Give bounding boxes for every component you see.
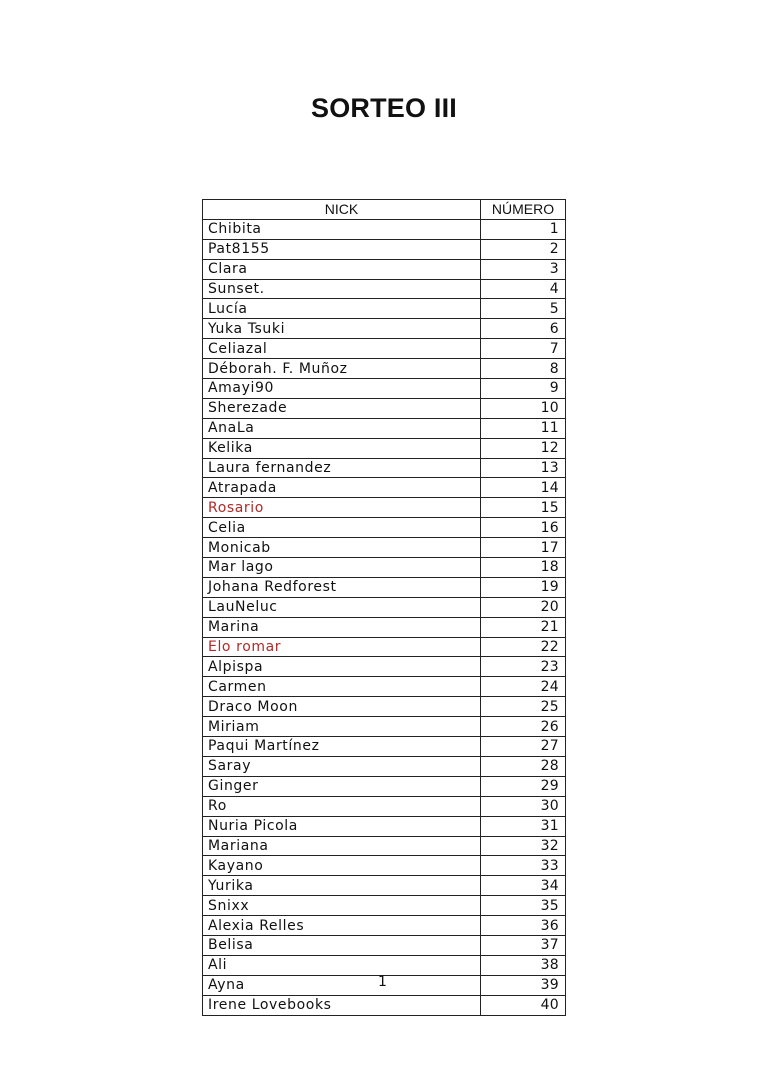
nick-cell: Alpispa xyxy=(203,657,481,677)
number-cell: 4 xyxy=(481,279,566,299)
table-row xyxy=(203,339,566,359)
number-cell: 26 xyxy=(481,717,566,737)
table-row xyxy=(203,617,566,637)
table-row xyxy=(203,458,566,478)
number-cell: 15 xyxy=(481,498,566,518)
table-header-row xyxy=(203,200,566,220)
table-row xyxy=(203,737,566,757)
nick-cell: Rosario xyxy=(203,498,481,518)
number-cell: 30 xyxy=(481,796,566,816)
table-row xyxy=(203,359,566,379)
nick-cell: Ayna xyxy=(203,975,481,995)
nick-cell: Kayano xyxy=(203,856,481,876)
nick-cell: Laura fernandez xyxy=(203,458,481,478)
nick-cell: Sunset. xyxy=(203,279,481,299)
number-cell: 6 xyxy=(481,319,566,339)
nick-cell: Sherezade xyxy=(203,398,481,418)
number-cell: 40 xyxy=(481,995,566,1015)
table-row xyxy=(203,836,566,856)
nick-cell: Draco Moon xyxy=(203,697,481,717)
table-body xyxy=(203,219,566,1015)
nick-cell: Atrapada xyxy=(203,478,481,498)
nick-cell: LauNeluc xyxy=(203,597,481,617)
table-row xyxy=(203,776,566,796)
nick-cell: Ginger xyxy=(203,776,481,796)
table-row xyxy=(203,518,566,538)
number-cell: 13 xyxy=(481,458,566,478)
number-cell: 12 xyxy=(481,438,566,458)
number-cell: 34 xyxy=(481,876,566,896)
table-row xyxy=(203,796,566,816)
raffle-table xyxy=(202,199,566,1016)
nick-cell: Celia xyxy=(203,518,481,538)
table-row xyxy=(203,239,566,259)
table-row xyxy=(203,935,566,955)
nick-cell: Saray xyxy=(203,756,481,776)
nick-cell: Chibita xyxy=(203,219,481,239)
table-row xyxy=(203,816,566,836)
number-cell: 3 xyxy=(481,259,566,279)
table-row xyxy=(203,856,566,876)
table-row xyxy=(203,299,566,319)
nick-cell: Clara xyxy=(203,259,481,279)
table-row xyxy=(203,597,566,617)
nick-cell: Ali xyxy=(203,955,481,975)
number-cell: 28 xyxy=(481,756,566,776)
number-cell: 33 xyxy=(481,856,566,876)
number-cell: 36 xyxy=(481,916,566,936)
table-row xyxy=(203,398,566,418)
nick-cell: Elo romar xyxy=(203,637,481,657)
number-cell: 27 xyxy=(481,737,566,757)
table-row xyxy=(203,876,566,896)
table-row xyxy=(203,438,566,458)
table-row xyxy=(203,637,566,657)
number-cell: 32 xyxy=(481,836,566,856)
table-row xyxy=(203,558,566,578)
nick-cell: Alexia Relles xyxy=(203,916,481,936)
table-row xyxy=(203,577,566,597)
table-row xyxy=(203,319,566,339)
nick-cell: Miriam xyxy=(203,717,481,737)
number-cell: 25 xyxy=(481,697,566,717)
number-cell: 1 xyxy=(481,219,566,239)
number-cell: 39 xyxy=(481,975,566,995)
table-row xyxy=(203,498,566,518)
page-number: 1 xyxy=(378,974,387,990)
nick-cell: Lucía xyxy=(203,299,481,319)
number-cell: 38 xyxy=(481,955,566,975)
page-title-text: SORTEO III xyxy=(310,93,458,123)
number-cell: 7 xyxy=(481,339,566,359)
number-cell: 18 xyxy=(481,558,566,578)
nick-cell: Nuria Picola xyxy=(203,816,481,836)
number-cell: 11 xyxy=(481,418,566,438)
table-row xyxy=(203,259,566,279)
table-row xyxy=(203,677,566,697)
table-row xyxy=(203,756,566,776)
number-cell: 23 xyxy=(481,657,566,677)
number-cell: 2 xyxy=(481,239,566,259)
nick-cell: Kelika xyxy=(203,438,481,458)
table-row xyxy=(203,717,566,737)
table-row xyxy=(203,379,566,399)
number-cell: 5 xyxy=(481,299,566,319)
nick-cell: Yuka Tsuki xyxy=(203,319,481,339)
number-cell: 29 xyxy=(481,776,566,796)
table-row xyxy=(203,955,566,975)
table-row xyxy=(203,657,566,677)
nick-cell: AnaLa xyxy=(203,418,481,438)
nick-cell: Mariana xyxy=(203,836,481,856)
nick-cell: Celiazal xyxy=(203,339,481,359)
nick-cell: Monicab xyxy=(203,538,481,558)
page-title xyxy=(0,93,768,124)
column-header-numero: NÚMERO xyxy=(481,200,566,220)
number-cell: 14 xyxy=(481,478,566,498)
number-cell: 22 xyxy=(481,637,566,657)
table-row xyxy=(203,279,566,299)
table-row xyxy=(203,538,566,558)
number-cell: 24 xyxy=(481,677,566,697)
nick-cell: Déborah. F. Muñoz xyxy=(203,359,481,379)
nick-cell: Irene Lovebooks xyxy=(203,995,481,1015)
number-cell: 8 xyxy=(481,359,566,379)
table-row xyxy=(203,697,566,717)
nick-cell: Paqui Martínez xyxy=(203,737,481,757)
nick-cell: Johana Redforest xyxy=(203,577,481,597)
table-row xyxy=(203,478,566,498)
table-row xyxy=(203,219,566,239)
nick-cell: Yurika xyxy=(203,876,481,896)
number-cell: 31 xyxy=(481,816,566,836)
number-cell: 35 xyxy=(481,896,566,916)
number-cell: 19 xyxy=(481,577,566,597)
table-row xyxy=(203,418,566,438)
number-cell: 17 xyxy=(481,538,566,558)
nick-cell: Belisa xyxy=(203,935,481,955)
nick-cell: Marina xyxy=(203,617,481,637)
number-cell: 20 xyxy=(481,597,566,617)
nick-cell: Pat8155 xyxy=(203,239,481,259)
number-cell: 16 xyxy=(481,518,566,538)
table-row xyxy=(203,916,566,936)
column-header-nick: NICK xyxy=(203,200,481,220)
table-row xyxy=(203,896,566,916)
number-cell: 21 xyxy=(481,617,566,637)
nick-cell: Amayi90 xyxy=(203,379,481,399)
number-cell: 37 xyxy=(481,935,566,955)
number-cell: 9 xyxy=(481,379,566,399)
table-row xyxy=(203,995,566,1015)
nick-cell: Ro xyxy=(203,796,481,816)
nick-cell: Carmen xyxy=(203,677,481,697)
nick-cell: Mar lago xyxy=(203,558,481,578)
number-cell: 10 xyxy=(481,398,566,418)
nick-cell: Snixx xyxy=(203,896,481,916)
